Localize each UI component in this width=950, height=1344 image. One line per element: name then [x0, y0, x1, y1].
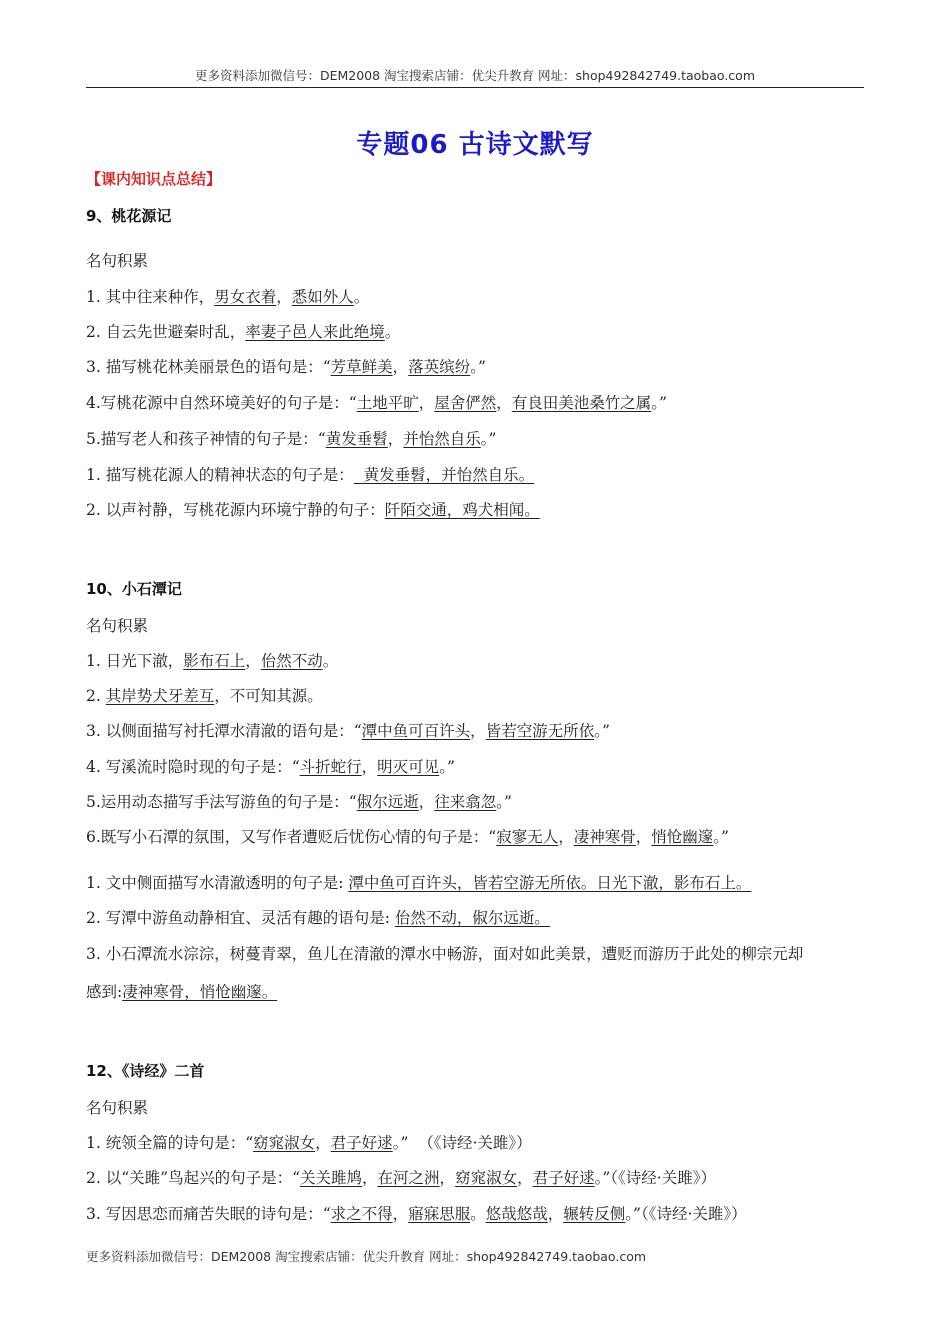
text-line: 3. 写因思恋而痛苦失眠的诗句是：“求之不得，寤寐思服。悠哉悠哉，辗转反侧。”（《诗经·关雎》） [86, 1205, 747, 1223]
text-line: 3. 小石潭流水淙淙，树蔓青翠，鱼儿在清澈的潭水中畅游，面对如此美景，遭贬而游历于此处的柳宗元却 [86, 945, 804, 963]
text-line: 4.写桃花源中自然环境美好的句子是：“土地平旷，屋舍俨然，有良田美池桑竹之属。” [86, 394, 667, 412]
text-line: 6.既写小石潭的氛围，又写作者遭贬后忧伤心情的句子是：“寂寥无人，凄神寒骨，悄怆幽邃。” [86, 828, 729, 846]
section-heading-12: 12、《诗经》二首 [86, 1062, 205, 1080]
text-line: 2. 以声衬静，写桃花源内环境宁静的句子：阡陌交通，鸡犬相闻。 [86, 501, 540, 519]
text-line: 1. 日光下澈，影布石上，佁然不动。 [86, 652, 339, 670]
text-line: 5.描写老人和孩子神情的句子是：“黄发垂髫，并怡然自乐。” [86, 430, 497, 448]
subheading: 名句积累 [86, 1099, 149, 1117]
text-line: 3. 以侧面描写衬托潭水清澈的语句是：“潭中鱼可百许头，皆若空游无所依。” [86, 722, 610, 740]
text-line: 5.运用动态描写手法写游鱼的句子是：“俶尔远逝，往来翕忽。” [86, 793, 512, 811]
text-line: 1. 其中往来种作，男女衣着，悉如外人。 [86, 288, 370, 306]
text-line: 3. 描写桃花林美丽景色的语句是：“芳草鲜美，落英缤纷。” [86, 358, 486, 376]
text-line: 感到:凄神寒骨，悄怆幽邃。 [86, 983, 278, 1001]
text-line: 1. 统领全篇的诗句是：“窈窕淑女，君子好逑。” （《诗经·关雎》） [86, 1134, 532, 1152]
text-line: 2. 以“关雎”鸟起兴的句子是：“关关雎鸠，在河之洲，窈窕淑女，君子好逑。”（《诗经·关雎》） [86, 1169, 716, 1187]
text-line: 2. 自云先世避秦时乱，率妻子邑人来此绝境。 [86, 323, 401, 341]
text-line: 1. 文中侧面描写水清澈透明的句子是: 潭中鱼可百许头，皆若空游无所依。日光下澈，影布石上。 [86, 874, 752, 892]
section-tag: 【课内知识点总结】 [86, 170, 222, 188]
section-heading-10: 10、小石潭记 [86, 580, 182, 598]
page-footer: 更多资料添加微信号：DEM2008 淘宝搜索店铺：优尖升教育 网址：shop492842749.taobao.com [86, 1249, 647, 1264]
section-heading-9: 9、桃花源记 [86, 207, 172, 225]
text-line: 2. 其岸势犬牙差互，不可知其源。 [86, 687, 323, 705]
header-divider [86, 87, 864, 88]
subheading: 名句积累 [86, 617, 149, 635]
page-header: 更多资料添加微信号：DEM2008 淘宝搜索店铺：优尖升教育 网址：shop492842749.taobao.com [194, 68, 756, 83]
subheading: 名句积累 [86, 252, 149, 270]
text-line: 4. 写溪流时隐时现的句子是：“斗折蛇行，明灭可见。” [86, 758, 455, 776]
text-line: 1. 描写桃花源人的精神状态的句子是： 黄发垂髫，并怡然自乐。 [86, 466, 535, 484]
page-title: 专题06 古诗文默写 [356, 130, 594, 160]
text-line: 2. 写潭中游鱼动静相宜、灵活有趣的语句是: 佁然不动，俶尔远逝。 [86, 909, 550, 927]
